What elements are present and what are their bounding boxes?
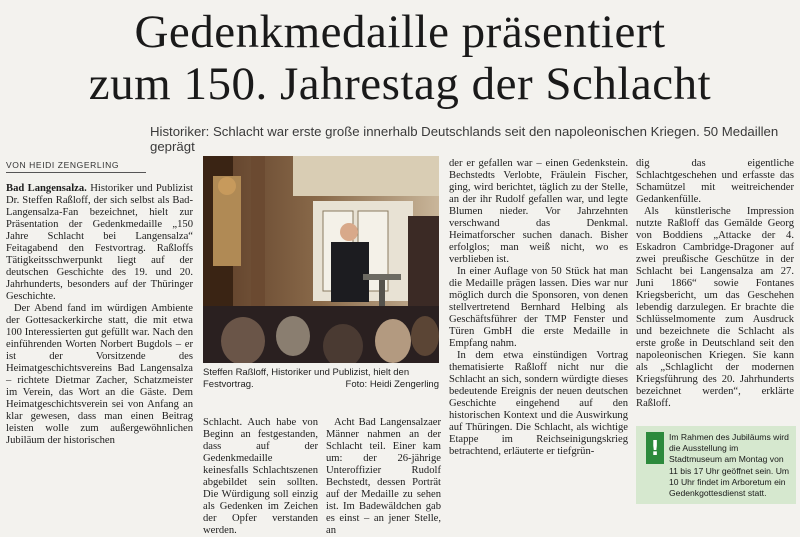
info-box [636, 426, 796, 504]
paragraph: dig das eigentliche Schlachtgeschehen und erfasste das Schamützel mit weitreichender Gedankenfülle. [636, 158, 794, 205]
paragraph: Acht Bad Langensalzaer Männer nahmen an der Schlacht teil. Einer kam um: der 26-jährige Unteroffizier Rudolf Bechstedt, dessen Porträt auf der Medaille zu sehen ist. Im Badewäldchen gab es einst – an jener Stelle, an [326, 417, 441, 536]
exclamation-icon: ! [646, 432, 664, 464]
photo-credit: Foto: Heidi Zengerling [345, 378, 439, 390]
photo-caption [203, 367, 439, 390]
article-column-2 [203, 417, 318, 537]
photo-image [203, 156, 439, 363]
article-column-4 [449, 158, 628, 458]
caption-text: Steffen Raßloff, Historiker und Publizist, hielt den Festvortrag. [203, 367, 410, 390]
paragraph: In einer Auflage von 50 Stück hat man die Medaille prägen lassen. Dies war nur möglich durch die Sponsoren, von denen stellvertretend Bernhard Helbing als Geschäftsführer der TMP Fenster und Türen GmbH die erste Medaille in Empfang nahm. [449, 266, 628, 349]
byline: VON HEIDI ZENGERLING [6, 160, 146, 173]
speaker-photo [203, 156, 439, 363]
paragraph: der er gefallen war – einen Gedenkstein. Bechstedts Verlobte, Fräulein Fischer, ging, wird berichtet, täglich zu der Stelle, an der ihr Rudolf gefallen war, und legte Blumen nieder. Vor Jahrzehnten verschwand das Denkmal. Heimatforscher suchen danach. Bisher erfolglos; man weiß nicht, wo es verblieben ist. [449, 158, 628, 265]
headline [0, 6, 800, 110]
headline-line-2: zum 150. Jahrestag der Schlacht [88, 58, 712, 110]
info-box-text: Im Rahmen des Jubiläums wird die Ausstellung im Stadtmuseum am Montag von 11 bis 17 Uhr geöffnet sein. Um 10 Uhr findet im Arboretum ein Gedenkgottesdienst statt. [669, 432, 790, 499]
paragraph: Bad Langensalza. Historiker und Publizist Dr. Steffen Raßloff, der sich selbst als Bad-Langensalza-Fan bezeichnet, hielt zur Präsentation der Gedenkmedaille „150 Jahre Schlacht bei Langensalza“ Feitagabend den Festvortrag. Raßloffs Tätigkeitsschwerpunkt liegt auf der deutschen Geschichte des 19. und 20. Jahrhunderts, besonders auf der Thüringer Geschichte. [6, 183, 193, 302]
dateline: Bad Langensalza. [6, 183, 87, 194]
article-column-1 [6, 183, 193, 447]
paragraph: In dem etwa einstündigen Vortrag thematisierte Raßloff nicht nur die Schlacht an sich, sondern würdigte dieses bedeutende Ereignis der neuen deutschen Geschichte eingehend auf den historischen Kontext und die Auswirkung auf Thüringen. Die Schlacht, als wichtige Etappe im Reichseinigungskrieg betrachtend, erläuterte er tiefgrün- [449, 350, 628, 457]
subheadline: Historiker: Schlacht war erste große innerhalb Deutschlands seit den napoleonischen Kriegen. 50 Medaillen geprägt [150, 124, 779, 154]
paragraph: Der Abend fand im würdigen Ambiente der Gottesackerkirche statt, die mit etwa 100 Interessierten gut gefüllt war. Nach den einführenden Worten Norbert Bugdols – er ist der Vorsitzende des Heimatgeschichtsvereins Bad Langensalza – richtete Dietmar Zacher, Schatzmeister im Verein, das Wort an die Gäste. Dem Heimatgeschichtsverein sei von Anfang an klar gewesen, dass man einen Beitrag leisten wolle zum außergewöhnlichen Jubiläum der historischen [6, 303, 193, 446]
paragraph: Schlacht. Auch habe von Beginn an festgestanden, dass auf der Gedenkmedaille keinesfalls Schlachtszenen abgebildet sein sollten. Die Würdigung soll einzig als Gedenken im Zeichen der Opfer verstanden werden. [203, 417, 318, 536]
article-column-3 [326, 417, 441, 537]
paragraph: Als künstlerische Impression nutzte Raßloff das Gemälde Georg von Boddiens „Attacke der 4. Eskadron Cambridge-Dragoner auf zwei preußische Geschütze in der Schlacht bei Langensalza am 27. Juni 1866“ sowie Fontanes Kriegsbericht, um das Geschehen lebendig darzulegen. Er brachte die Schlüsselmomente zum Ausdruck und bezeichnete die Schlacht als erste große in Deutschland seit den napoleonischen Kriegen. Sie kann als „Schlaglicht der modernen Kriegsführung des 20. Jahrhunderts bezeichnet werden“, erklärte Raßloff. [636, 206, 794, 409]
headline-line-1: Gedenkmedaille präsentiert [134, 6, 666, 58]
article-column-5 [636, 158, 794, 410]
